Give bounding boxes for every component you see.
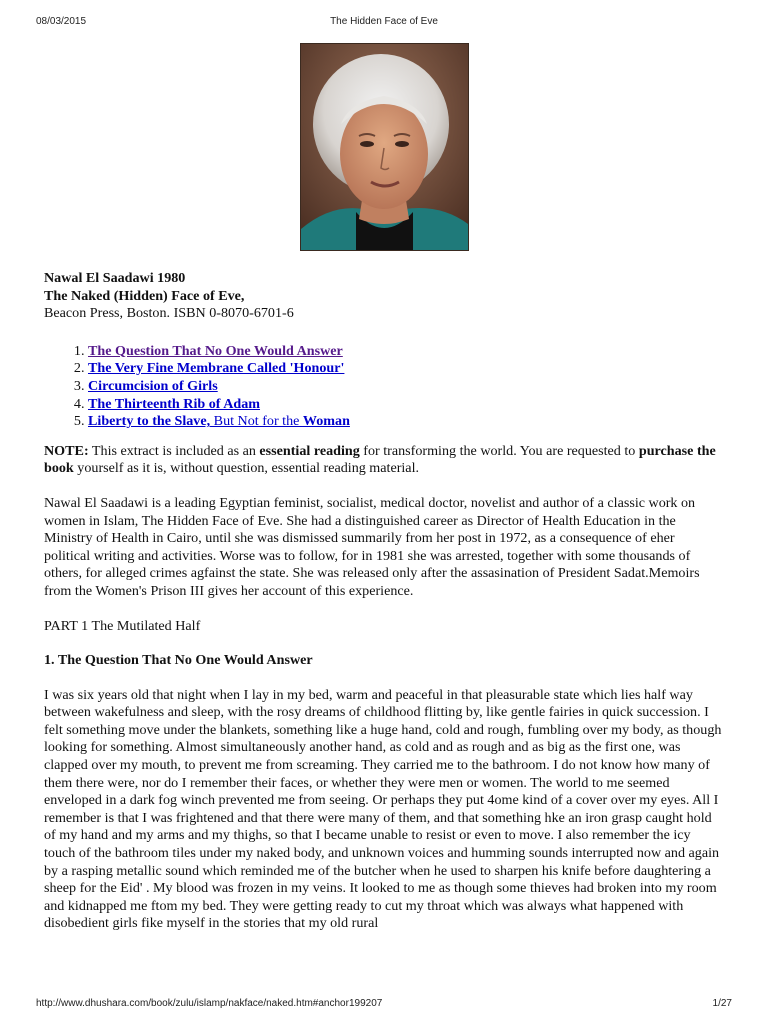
toc-link-membrane[interactable]: The Very Fine Membrane Called 'Honour' <box>88 360 345 377</box>
toc-link-liberty[interactable] <box>88 413 350 429</box>
note-label: NOTE: <box>44 442 89 459</box>
note-text-1: This extract is included as an <box>88 442 260 459</box>
toc-item-5 <box>88 413 724 431</box>
note-text-3: yourself as it is, without question, essential reading material. <box>73 460 420 477</box>
toc-item-3 <box>88 378 724 396</box>
toc-link-liberty-part3: Woman <box>302 413 350 430</box>
book-title: The Naked (Hidden) Face of Eve, <box>44 287 245 304</box>
intro-paragraph: Nawal El Saadawi is a leading Egyptian feminist, socialist, medical doctor, novelist and author of a classic work on women in Islam, The Hidden Face of Eve. She had a distinguished career as Director of Health Education in the Ministry of Health in Cairo, until she was dismissed summarily from her post in 1972, as a consequence of eher political writing and activities. Worse was to follow, for in 1981 she was arrested, together with some thousands of others, for alleged crimes agfainst the state. She was released only after the assasination of President Sadat.Memoirs from the Women's Prison III gives her account of this experience. <box>44 494 700 599</box>
toc-link-liberty-part1: Liberty to the Slave, <box>88 413 211 430</box>
toc-item-4 <box>88 396 724 414</box>
toc-item-2 <box>88 360 724 378</box>
section-heading: 1. The Question That No One Would Answer <box>44 652 313 669</box>
note-paragraph <box>44 443 724 478</box>
document-body <box>44 270 724 933</box>
print-footer <box>36 998 732 1010</box>
author-portrait <box>300 43 469 251</box>
table-of-contents <box>44 343 724 431</box>
book-author: Nawal El Saadawi 1980 <box>44 270 186 286</box>
print-date: 08/03/2015 <box>36 16 87 27</box>
toc-link-thirteenth-rib[interactable]: The Thirteenth Rib of Adam <box>88 395 261 412</box>
toc-link-liberty-part2: But Not for the <box>210 413 303 430</box>
print-header <box>36 16 732 28</box>
body-paragraph: I was six years old that night when I lay in my bed, warm and peaceful in that pleasurable state which lies half way between wakefulness and sleep, with the rosy dreams of childhood flitting by, like gentle fairies in quick succession. I felt something move under the blankets, something like a huge hand, cold and rough, fumbling over my body, as though looking for something. Almost simultaneously another hand, as cold and as rough and as big as the first one, was clapped over my mouth, to prevent me from screaming. They carried me to the bathroom. I do not know how many of them there were, nor do I remember their faces, or whether they were men or women. The world to me seemed enveloped in a dark fog winch prevented me from seeing. Or perhaps they put 4ome kind of a cover over my eyes. All I remember is that I was frightened and that there were many of them, and that something hke an iron grasp caught hold of my hand and my arms and my thighs, so that I became unable to resist or even to move. I also remember the icy touch of the bathroom tiles under my naked body, and unknown voices and humming sounds interrupted now and again by a rasping metallic sound which reminded me of the butcher when he used to sharpen his knife before daughtering a sheep for the Eid' . My blood was frozen in my veins. It looked to me as though some thieves had broken into my room and kidnapped me ftom my bed. They were getting ready to cut my throat which was always what happened with disobedient girls fike myself in the stories that my old rural <box>44 686 722 932</box>
print-url: http://www.dhushara.com/book/zulu/islamp/nakface/naked.htm#anchor199207 <box>36 998 383 1009</box>
part-heading: PART 1 The Mutilated Half <box>44 617 201 634</box>
note-emphasis-1: essential reading <box>259 442 360 459</box>
toc-item-1 <box>88 343 724 361</box>
book-publisher: Beacon Press, Boston. ISBN 0-8070-6701-6 <box>44 305 294 322</box>
page-number: 1/27 <box>712 998 732 1009</box>
portrait-image <box>301 44 468 250</box>
toc-link-question[interactable]: The Question That No One Would Answer <box>88 342 343 359</box>
note-text-2: for transforming the world. You are requested to <box>359 442 639 459</box>
toc-link-circumcision[interactable]: Circumcision of Girls <box>88 377 218 394</box>
note-emphasis-2: purchase the book <box>44 442 716 477</box>
print-title: The Hidden Face of Eve <box>330 16 438 27</box>
